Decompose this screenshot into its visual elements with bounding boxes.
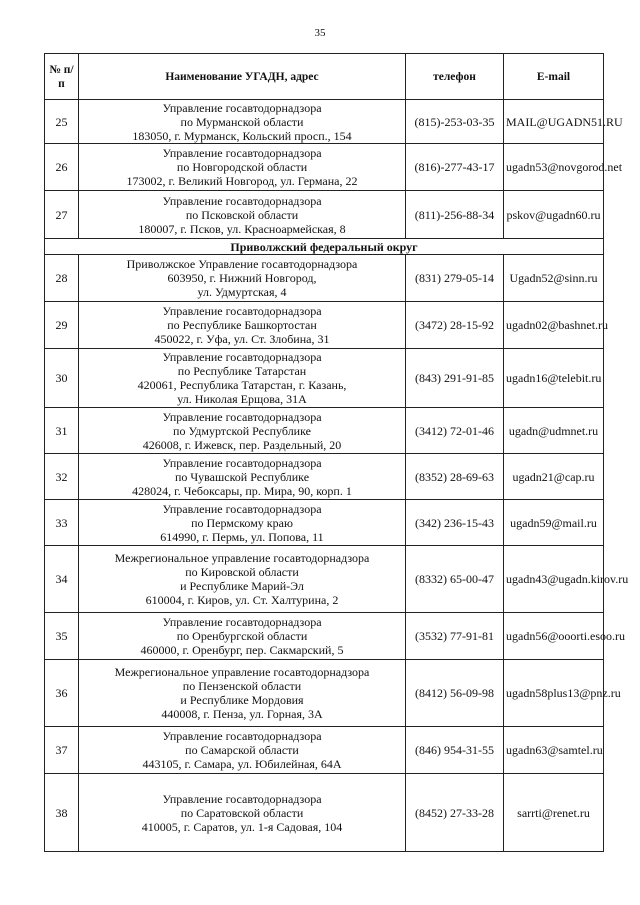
email-address: pskov@ugadn60.ru <box>504 191 604 239</box>
address-line: 443105, г. Самара, ул. Юбилейная, 64А <box>142 757 342 771</box>
office-name-address <box>79 302 406 349</box>
header-phone: телефон <box>406 54 504 100</box>
address-line: по Республике Башкортостан <box>167 318 317 332</box>
address-line: по Псковской области <box>185 207 299 222</box>
table-row <box>45 613 604 660</box>
office-name-address <box>79 191 406 239</box>
row-number: 31 <box>45 408 79 454</box>
table-row <box>45 191 604 239</box>
table-row <box>45 408 604 454</box>
office-name-address <box>79 100 406 144</box>
address-line: Межрегиональное управление госавтодорнадзора <box>114 665 370 679</box>
office-name-address <box>79 144 406 191</box>
office-name-address <box>79 774 406 852</box>
address-line: по Самарской области <box>185 743 299 757</box>
row-number: 38 <box>45 774 79 852</box>
office-name-address <box>79 727 406 774</box>
row-number: 28 <box>45 255 79 302</box>
phone-number: (3472) 28-15-92 <box>406 302 504 349</box>
address-line: Управление госавтодорнадзора <box>162 350 322 364</box>
office-name-address <box>79 408 406 454</box>
table-row <box>45 100 604 144</box>
address-line: 410005, г. Саратов, ул. 1-я Садовая, 104 <box>141 819 343 834</box>
row-number: 36 <box>45 660 79 727</box>
address-line: ул. Николая Ерщова, 31А <box>177 392 307 406</box>
phone-number: (846) 954-31-55 <box>406 727 504 774</box>
table-row <box>45 546 604 613</box>
address-line: по Республике Татарстан <box>177 364 307 378</box>
address-line: по Оренбургской области <box>176 629 308 643</box>
row-number: 27 <box>45 191 79 239</box>
header-number: № п/п <box>45 54 79 100</box>
table-row <box>45 454 604 500</box>
office-name-address <box>79 349 406 408</box>
phone-number: (811)-256-88-34 <box>406 191 504 239</box>
phone-number: (8412) 56-09-98 <box>406 660 504 727</box>
address-line: 610004, г. Киров, ул. Ст. Халтурина, 2 <box>145 593 339 607</box>
address-line: 183050, г. Мурманск, Кольский просп., 154 <box>132 128 352 143</box>
office-name-address <box>79 255 406 302</box>
phone-number: (8332) 65-00-47 <box>406 546 504 613</box>
email-address: sarrti@renet.ru <box>504 774 604 852</box>
row-number: 34 <box>45 546 79 613</box>
address-line: 440008, г. Пенза, ул. Горная, 3А <box>161 707 323 721</box>
address-line: и Республике Марий-Эл <box>180 579 304 593</box>
office-name-address <box>79 546 406 613</box>
row-number: 30 <box>45 349 79 408</box>
phone-number: (3532) 77-91-81 <box>406 613 504 660</box>
ugadn-address-table <box>44 53 629 852</box>
email-address: ugadn53@novgorod.net <box>504 144 604 191</box>
row-number: 29 <box>45 302 79 349</box>
table-row <box>45 144 604 191</box>
address-line: 426008, г. Ижевск, пер. Раздельный, 20 <box>142 437 342 452</box>
address-line: и Республике Мордовия <box>180 693 304 707</box>
address-line: Управление госавтодорнадзора <box>162 409 322 424</box>
email-address: Ugadn52@sinn.ru <box>504 255 604 302</box>
address-line: Управление госавтодорнадзора <box>162 791 322 806</box>
address-line: ул. Удмуртская, 4 <box>197 285 287 299</box>
email-address: ugadn02@bashnet.ru <box>504 302 604 349</box>
email-address: ugadn@udmnet.ru <box>504 408 604 454</box>
address-line: по Саратовской области <box>180 805 304 820</box>
address-line: Управление госавтодорнадзора <box>162 455 322 470</box>
address-line: Приволжское Управление госавтодорнадзора <box>126 257 358 271</box>
office-name-address <box>79 613 406 660</box>
phone-number: (815)-253-03-35 <box>406 100 504 144</box>
email-address: MAIL@UGADN51.RU <box>504 100 604 144</box>
address-line: Управление госавтодорнадзора <box>162 100 322 115</box>
phone-number: (843) 291-91-85 <box>406 349 504 408</box>
table-row <box>45 500 604 546</box>
address-line: по Новгородской области <box>176 160 308 174</box>
address-line: Управление госавтодорнадзора <box>162 304 322 318</box>
table-row <box>45 349 604 408</box>
address-line: Управление госавтодорнадзора <box>162 729 322 743</box>
address-line: 420061, Республика Татарстан, г. Казань, <box>137 378 347 392</box>
email-address: ugadn16@telebit.ru <box>504 349 604 408</box>
address-line: 460000, г. Оренбург, пер. Сакмарский, 5 <box>140 643 344 657</box>
office-name-address <box>79 500 406 546</box>
office-name-address <box>79 454 406 500</box>
phone-number: (831) 279-05-14 <box>406 255 504 302</box>
row-number: 33 <box>45 500 79 546</box>
email-address: ugadn58plus13@pnz.ru <box>504 660 604 727</box>
email-address: ugadn21@cap.ru <box>504 454 604 500</box>
row-number: 26 <box>45 144 79 191</box>
row-number: 25 <box>45 100 79 144</box>
phone-number: (342) 236-15-43 <box>406 500 504 546</box>
row-number: 32 <box>45 454 79 500</box>
address-line: по Мурманской области <box>180 114 304 129</box>
table-row <box>45 774 604 852</box>
header-name-address: Наименование УГАДН, адрес <box>79 54 406 100</box>
table-row <box>45 660 604 727</box>
email-address: ugadn43@ugadn.kirov.ru <box>504 546 604 613</box>
address-line: по Кировской области <box>185 565 299 579</box>
phone-number: (8352) 28-69-63 <box>406 454 504 500</box>
phone-number: (3412) 72-01-46 <box>406 408 504 454</box>
row-number: 35 <box>45 613 79 660</box>
email-address: ugadn56@ooorti.esoo.ru <box>504 613 604 660</box>
table-body <box>45 100 629 852</box>
phone-number: (816)-277-43-17 <box>406 144 504 191</box>
phone-number: (8452) 27-33-28 <box>406 774 504 852</box>
address-line: Управление госавтодорнадзора <box>162 146 322 160</box>
address-line: 173002, г. Великий Новгород, ул. Германа, 22 <box>126 174 358 188</box>
region-title: Приволжский федеральный округ <box>45 239 604 255</box>
row-number: 37 <box>45 727 79 774</box>
office-name-address <box>79 660 406 727</box>
table-header-row <box>45 54 604 100</box>
address-line: Управление госавтодорнадзора <box>162 193 322 208</box>
table-row <box>45 255 604 302</box>
address-line: по Пермскому краю <box>191 515 293 530</box>
address-line: Межрегиональное управление госавтодорнадзора <box>114 551 370 565</box>
address-line: 428024, г. Чебоксары, пр. Мира, 90, корп. 1 <box>132 483 352 498</box>
address-line: 603950, г. Нижний Новгород, <box>167 271 317 285</box>
address-line: по Чувашской Республике <box>174 469 310 484</box>
email-address: ugadn63@samtel.ru <box>504 727 604 774</box>
header-email: E-mail <box>504 54 604 100</box>
email-address: ugadn59@mail.ru <box>504 500 604 546</box>
page-number: 35 <box>314 27 326 39</box>
region-row <box>45 239 604 255</box>
address-line: по Пензенской области <box>182 679 302 693</box>
address-line: 614990, г. Пермь, ул. Попова, 11 <box>160 529 324 544</box>
address-line: Управление госавтодорнадзора <box>162 501 322 516</box>
address-line: 180007, г. Псков, ул. Красноармейская, 8 <box>138 221 346 236</box>
address-line: по Удмуртской Республике <box>173 423 311 438</box>
table-row <box>45 727 604 774</box>
address-line: Управление госавтодорнадзора <box>162 615 322 629</box>
address-line: 450022, г. Уфа, ул. Ст. Злобина, 31 <box>154 332 330 346</box>
table-row <box>45 302 604 349</box>
